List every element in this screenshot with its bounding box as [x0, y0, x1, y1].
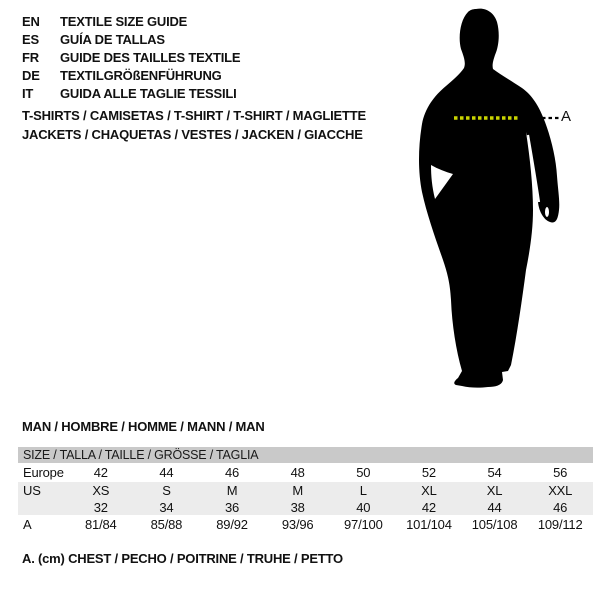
cell: 42	[93, 465, 108, 480]
cell: 105/108	[471, 517, 518, 532]
table-row-a-chest	[18, 515, 593, 534]
cell: 109/112	[537, 517, 583, 532]
row-label: US	[23, 483, 41, 498]
table-row-us	[18, 482, 593, 499]
language-code: ES	[22, 31, 39, 47]
cell: S	[162, 483, 171, 498]
cell: 97/100	[344, 517, 383, 532]
garment-categories	[22, 106, 366, 144]
language-code: DE	[22, 67, 40, 83]
language-row-de	[22, 66, 240, 84]
language-label: TEXTILGRÖßENFÜHRUNG	[60, 67, 222, 83]
language-row-it	[22, 84, 240, 102]
row-label: A	[23, 517, 32, 532]
language-row-fr	[22, 48, 240, 66]
cell: XS	[92, 483, 110, 498]
man-silhouette-svg	[390, 0, 600, 400]
section-title-man: MAN / HOMBRE / HOMME / MANN / MAN	[22, 419, 265, 434]
cell: 56	[553, 465, 568, 480]
table-row-europe	[18, 463, 593, 482]
row-label: Europe	[23, 465, 64, 480]
cell: 38	[290, 499, 305, 515]
language-label: GUÍA DE TALLAS	[60, 31, 165, 47]
thumb-notch	[545, 207, 549, 217]
language-code: IT	[22, 85, 34, 101]
cell: 93/96	[281, 517, 314, 532]
cell: 44	[487, 499, 502, 515]
cell: 46	[225, 465, 240, 480]
cell: M	[292, 483, 303, 498]
language-label: TEXTILE SIZE GUIDE	[60, 13, 188, 29]
size-table-header: SIZE / TALLA / TAILLE / GRÖSSE / TAGLIA	[18, 447, 593, 463]
cell: M	[226, 483, 238, 498]
category-tshirts: T-SHIRTS / CAMISETAS / T-SHIRT / T-SHIRT / MAGLIETTE	[22, 108, 366, 123]
measurement-footnote: A. (cm) CHEST / PECHO / POITRINE / TRUHE / PETTO	[22, 551, 343, 566]
language-label: GUIDE DES TAILLES TEXTILE	[60, 49, 241, 65]
size-table	[18, 447, 593, 534]
language-code: EN	[22, 13, 40, 29]
cell: 81/84	[85, 517, 117, 532]
cell: XL	[486, 483, 503, 498]
table-row-us-numeric	[18, 499, 593, 515]
cell: 40	[356, 499, 371, 515]
cell: 34	[159, 499, 174, 515]
language-label: GUIDA ALLE TAGLIE TESSILI	[60, 85, 237, 101]
cell: L	[359, 483, 367, 498]
cell: 32	[93, 499, 108, 515]
measure-label-a: A	[561, 108, 572, 125]
cell: 52	[421, 465, 436, 480]
cell: 85/88	[150, 517, 183, 532]
language-list	[22, 12, 240, 102]
cell: 50	[356, 465, 371, 480]
cell: 54	[487, 465, 502, 480]
cell: 46	[553, 499, 568, 515]
cell: XXL	[548, 483, 573, 498]
man-silhouette-figure	[390, 0, 600, 400]
cell: 48	[290, 465, 305, 480]
cell: 101/104	[406, 517, 452, 532]
category-jackets: JACKETS / CHAQUETAS / VESTES / JACKEN / GIACCHE	[22, 127, 363, 142]
cell: 44	[159, 465, 174, 480]
language-row-en	[22, 12, 240, 30]
cell: 42	[421, 499, 436, 515]
cell: 36	[225, 499, 240, 515]
language-code: FR	[22, 49, 39, 65]
cell: XL	[421, 483, 437, 498]
language-row-es	[22, 30, 240, 48]
cell: 89/92	[216, 517, 248, 532]
